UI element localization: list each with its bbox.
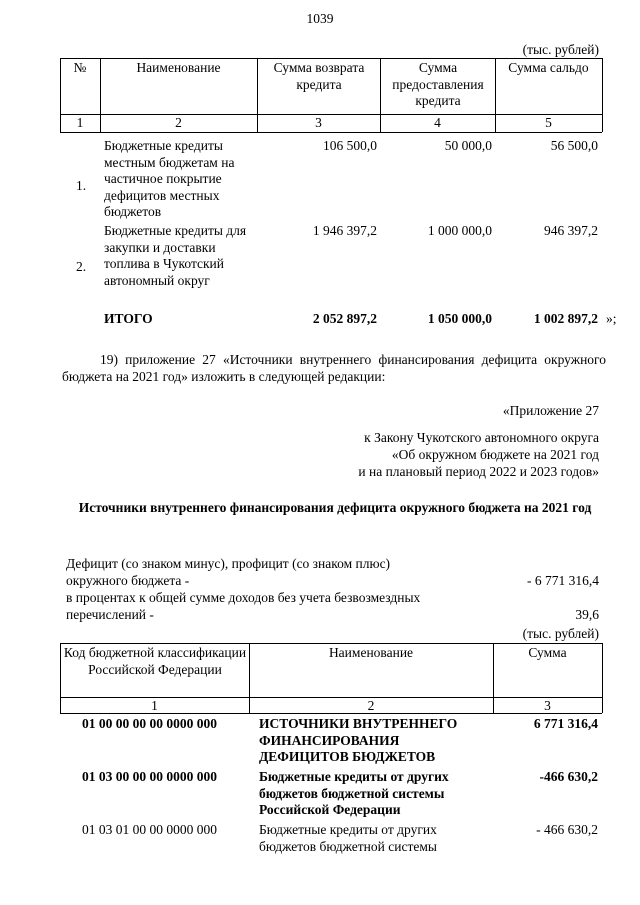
row-code: 01 03 00 00 00 0000 000 bbox=[82, 769, 217, 784]
table2-colnum-1: 1 bbox=[151, 698, 158, 713]
table1-colnum-1: 1 bbox=[76, 115, 84, 130]
table1-header-name: Наименование bbox=[136, 60, 221, 75]
table1-unit-note: (тыс. рублей) bbox=[522, 42, 599, 57]
table1-colnum-2: 2 bbox=[175, 115, 182, 130]
total-return-sum: 2 052 897,2 bbox=[312, 311, 377, 326]
row-provision-sum: 50 000,0 bbox=[444, 138, 492, 153]
total-label: ИТОГО bbox=[104, 311, 153, 326]
closing-quote: »; bbox=[606, 311, 617, 326]
row-provision-sum: 1 000 000,0 bbox=[427, 223, 492, 238]
table2-header-code: Код бюджетной классификации Российской Федерации bbox=[63, 645, 247, 677]
percent-value: 39,6 bbox=[575, 607, 599, 622]
table1-header-provision-sum: Сумма предоставления кредита bbox=[392, 60, 484, 108]
row-name: Бюджетные кредиты от других бюджетов бюджетной системы Российской Федерации bbox=[259, 769, 449, 817]
row-sum: 6 771 316,4 bbox=[533, 716, 598, 731]
row-number: 2. bbox=[76, 259, 87, 274]
row-code: 01 00 00 00 00 0000 000 bbox=[82, 716, 217, 731]
row-name: Бюджетные кредиты местным бюджетам на частичное покрытие дефицитов местных бюджетов bbox=[104, 138, 235, 219]
row-sum: - 466 630,2 bbox=[536, 822, 598, 837]
table2-header-name: Наименование bbox=[328, 645, 414, 660]
table1-colnum-3: 3 bbox=[315, 115, 322, 130]
row-name: Бюджетные кредиты для закупки и доставки топлива в Чукотский автономный округ bbox=[104, 223, 247, 288]
appendix-line-2: «Об окружном бюджете на 2021 год bbox=[391, 447, 599, 462]
row-balance-sum: 946 397,2 bbox=[544, 223, 598, 238]
row-number: 1. bbox=[76, 178, 87, 193]
table1-colnum-4: 4 bbox=[434, 115, 441, 130]
row-return-sum: 106 500,0 bbox=[323, 138, 377, 153]
table1-header-return-sum: Сумма возврата кредита bbox=[273, 60, 365, 92]
appendix-line-1: к Закону Чукотского автономного округа bbox=[364, 430, 599, 445]
deficit-label-line-1: Дефицит (со знаком минус), профицит (со знаком плюс) bbox=[66, 556, 391, 571]
section-title: Источники внутреннего финансирования дефицита окружного бюджета на 2021 год bbox=[78, 500, 592, 515]
deficit-value: - 6 771 316,4 bbox=[527, 573, 599, 588]
table1-header-balance-sum: Сумма сальдо bbox=[508, 60, 589, 75]
row-name: ИСТОЧНИКИ ВНУТРЕННЕГО ФИНАНСИРОВАНИЯ ДЕФИЦИТОВ БЮДЖЕТОВ bbox=[259, 716, 458, 764]
appendix-line-3: и на плановый период 2022 и 2023 годов» bbox=[358, 464, 599, 479]
row-balance-sum: 56 500,0 bbox=[550, 138, 598, 153]
row-return-sum: 1 946 397,2 bbox=[312, 223, 377, 238]
percent-label-line-2: перечислений - bbox=[66, 607, 154, 622]
table2-header-sum: Сумма bbox=[528, 645, 567, 660]
table2-colnum-2: 2 bbox=[367, 698, 375, 713]
total-provision-sum: 1 050 000,0 bbox=[427, 311, 492, 326]
page-number: 1039 bbox=[306, 11, 334, 26]
row-name: Бюджетные кредиты от других бюджетов бюджетной системы bbox=[259, 822, 437, 854]
percent-label-line-1: в процентах к общей сумме доходов без учета безвозмездных bbox=[66, 590, 421, 605]
deficit-label-line-2: окружного бюджета - bbox=[66, 573, 190, 588]
appendix-title: «Приложение 27 bbox=[502, 403, 599, 418]
table1-header-num: № bbox=[73, 60, 87, 75]
row-code: 01 03 01 00 00 0000 000 bbox=[82, 822, 217, 837]
table1-colnum-5: 5 bbox=[545, 115, 552, 130]
table2-unit-note: (тыс. рублей) bbox=[522, 626, 599, 641]
row-sum: -466 630,2 bbox=[539, 769, 598, 784]
table2-colnum-3: 3 bbox=[544, 698, 551, 713]
paragraph-19: 19) приложение 27 «Источники внутреннего финансирования дефицита окружного бюджета на 2021 год» изложить в следующей редакции: bbox=[62, 352, 606, 384]
total-balance-sum: 1 002 897,2 bbox=[533, 311, 598, 326]
